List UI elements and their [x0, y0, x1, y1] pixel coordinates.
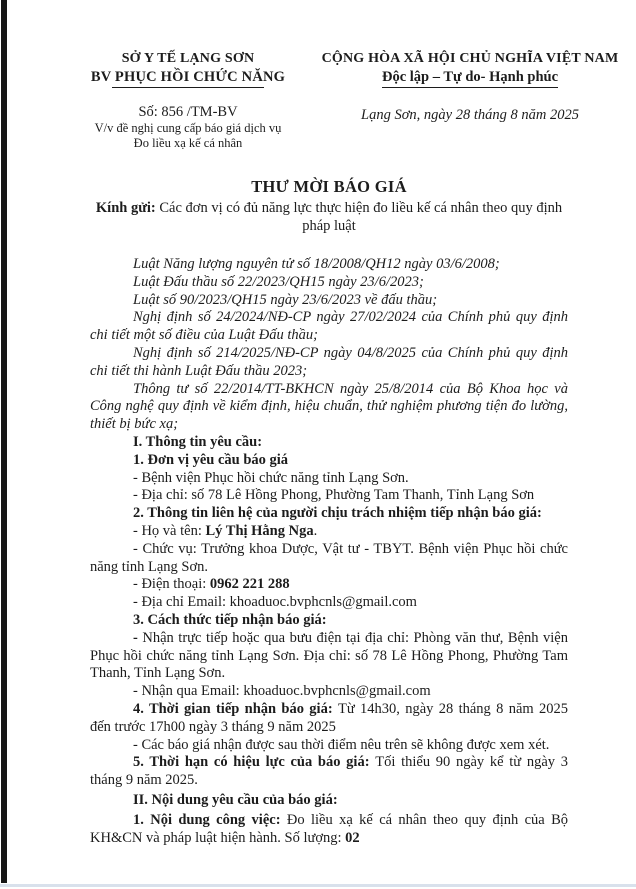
validity-text: Tối thiểu 90 ngày kể từ ngày 3 tháng 9 năm 2025.: [90, 754, 569, 789]
contact-name-line: [90, 523, 568, 541]
requesting-unit-address: - Địa chỉ: số 78 Lê Hồng Phong, Phường Tam Thanh, Tỉnh Lạng Sơn: [133, 487, 535, 504]
legal-basis-line: Nghị định số 24/2024/NĐ-CP ngày 27/02/2024 của Chính phủ quy định chi tiết một số điều của Luật Đấu thầu;: [90, 309, 568, 344]
document-header: [0, 0, 636, 151]
legal-basis-line: Luật số 90/2023/QH15 ngày 23/6/2023 về đấu thầu;: [133, 291, 438, 308]
scan-bottom-bar: [0, 884, 636, 887]
receive-method-line: [90, 630, 568, 683]
receive-time-text: Từ 14h30, ngày 28 tháng 8 năm 2025 đến trước 17h00 ngày 3 tháng 9 năm 2025: [90, 700, 568, 735]
late-quote-note: - Các báo giá nhận được sau thời điểm nêu trên sẽ không được xem xét.: [133, 736, 550, 753]
work-content-quantity: 02: [345, 829, 360, 846]
national-title: CỘNG HÒA XÃ HỘI CHỦ NGHĨA VIỆT NAM: [321, 51, 619, 66]
contact-role-line: - Chức vụ: Trưởng khoa Dược, Vật tư - TBYT. Bệnh viện Phục hồi chức năng tỉnh Lạng Sơn.: [90, 540, 568, 575]
work-content-text: Đo liều xạ kế cá nhân theo quy định của Bộ KH&CN và pháp luật hiện hành. Số lượng:: [90, 811, 568, 846]
receive-method-text: Nhận trực tiếp hoặc qua bưu điện tại địa chỉ: Phòng văn thư, Bệnh viện Phục hồi chức năng tỉnh Lạng Sơn. Địa chỉ: số 78 Lê Hồng Phong, Phường Tam Thanh, Tỉnh Lạng Sơn.: [90, 629, 568, 682]
phone-label: - Điện thoại:: [133, 576, 210, 593]
scan-left-edge: [1, 0, 7, 883]
receive-time-label: 4. Thời gian tiếp nhận báo giá:: [133, 700, 338, 717]
legal-basis-line: Thông tư số 22/2014/TT-BKHCN ngày 25/8/2014 của Bộ Khoa học và Công nghệ quy định về kiểm định, hiệu chuẩn, thử nghiệm phương tiện đo lường, thiết bị bức xạ;: [90, 380, 568, 433]
section-1-3-heading: 3. Cách thức tiếp nhận báo giá:: [133, 611, 327, 628]
document-title: THƯ MỜI BÁO GIÁ: [251, 177, 407, 196]
contact-name-period: .: [313, 522, 318, 539]
issuer-block: [60, 50, 316, 151]
contact-email-line: - Địa chỉ Email: khoaduoc.bvphcnls@gmail.com: [133, 594, 417, 611]
section-2-heading: II. Nội dung yêu cầu của báo giá:: [133, 791, 338, 808]
salutation-text: Các đơn vị có đủ năng lực thực hiện đo liều kế cá nhân theo quy định pháp luật: [155, 200, 563, 234]
section-1-1-heading: 1. Đơn vị yêu cầu báo giá: [133, 451, 289, 468]
section-1-2-heading: 2. Thông tin liên hệ của người chịu trách nhiệm tiếp nhận báo giá:: [133, 505, 542, 522]
issuer-name: BV PHỤC HỒI CHỨC NĂNG: [90, 69, 286, 85]
national-header-block: [318, 50, 622, 151]
salutation: [90, 199, 568, 235]
validity-label: 5. Thời hạn có hiệu lực của báo giá:: [133, 754, 376, 771]
document-subject-line2: Đo liều xạ kế cá nhân: [133, 136, 243, 150]
contact-name-label: - Họ và tên:: [133, 522, 206, 539]
document-subject-line1: V/v đề nghị cung cấp báo giá dịch vụ: [94, 121, 282, 135]
place-date-line: Lạng Sơn, ngày 28 tháng 8 năm 2025: [361, 107, 579, 123]
legal-basis-section: [90, 256, 568, 434]
document-body: [90, 177, 568, 847]
receive-time-line: [90, 701, 568, 737]
receive-dash: -: [133, 629, 143, 646]
phone-value: 0962 221 288: [209, 576, 290, 593]
salutation-label: Kính gửi:: [95, 200, 156, 216]
legal-basis-line: Nghị định số 214/2025/NĐ-CP ngày 04/8/2025 của Chính phủ quy định chi tiết thi hành Luật Đấu thầu 2023;: [90, 344, 568, 379]
issuer-department: SỞ Y TẾ LẠNG SƠN: [121, 51, 255, 66]
section-1-heading: I. Thông tin yêu cầu:: [133, 433, 263, 450]
legal-basis-line: Luật Năng lượng nguyên tử số 18/2008/QH12 ngày 03/6/2008;: [133, 256, 500, 272]
legal-basis-line: Luật Đấu thầu số 22/2023/QH15 ngày 23/6/2023;: [133, 273, 424, 290]
contact-name-value: Lý Thị Hằng Nga: [205, 522, 314, 539]
issuer-underline: [112, 87, 264, 88]
work-content-line: [90, 812, 568, 848]
work-content-label: 1. Nội dung công việc:: [133, 811, 287, 828]
contact-phone-line: [90, 576, 568, 594]
requirements-section: [90, 434, 568, 847]
receive-email-line: - Nhận qua Email: khoaduoc.bvphcnls@gmail.com: [133, 683, 431, 700]
national-motto: Độc lập – Tự do- Hạnh phúc: [382, 68, 558, 88]
document-number: Số: 856 /TM-BV: [138, 104, 238, 120]
requesting-unit-line: - Bệnh viện Phục hồi chức năng tỉnh Lạng Sơn.: [133, 469, 409, 486]
validity-line: [90, 754, 568, 790]
